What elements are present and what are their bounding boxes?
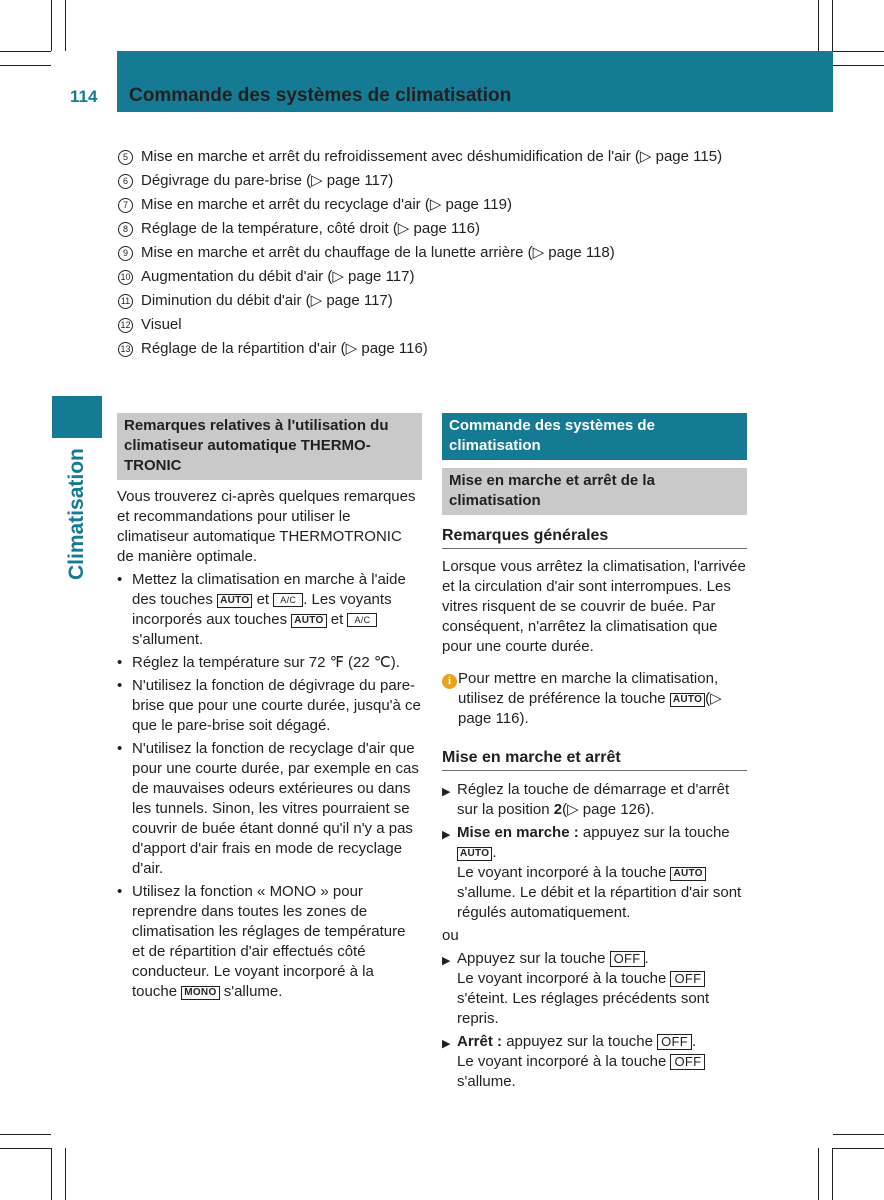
mono-key-icon: MONO — [181, 986, 219, 1000]
crop-mark — [818, 1148, 819, 1200]
page-number: 114 — [70, 87, 98, 106]
step-text: Le voyant incorporé à la touche — [457, 1053, 667, 1070]
legend-number: 6 — [118, 174, 133, 189]
legend-list — [117, 145, 757, 361]
step-item — [442, 1032, 747, 1092]
bullet-item — [117, 882, 422, 1002]
general-heading: Remarques générales — [442, 526, 747, 549]
crop-mark — [832, 0, 833, 51]
info-note — [442, 669, 747, 729]
step-text: Le voyant incorporé à la touche — [457, 864, 667, 881]
crop-mark — [833, 51, 884, 52]
auto-key-icon: AUTO — [670, 693, 705, 707]
crop-mark — [0, 1148, 51, 1149]
legend-text: Dégivrage du pare-brise (▷ page 117) — [141, 172, 394, 189]
legend-item — [117, 313, 757, 337]
step-text: Appuyez sur la touche — [457, 950, 606, 967]
bullet-item — [117, 739, 422, 879]
auto-key-icon: AUTO — [291, 614, 326, 628]
bullet-text: s'allume. — [223, 983, 283, 1000]
or-text: ou — [442, 927, 459, 944]
step-text: s'allume. Le débit et la répartition d'air sont régulés automatiquement. — [457, 884, 742, 921]
left-intro: Vous trouverez ci-après quelques remarques et recommandations pour utiliser le climatiseur automatique THERMOTRONIC de manière optimale. — [117, 488, 416, 565]
bullet-item — [117, 676, 422, 736]
legend-text: Mise en marche et arrêt du recyclage d'air (▷ page 119) — [141, 196, 512, 213]
step-text: (▷ page 126). — [562, 801, 655, 818]
step-text: . — [644, 950, 649, 967]
legend-item — [117, 337, 757, 361]
crop-mark — [51, 0, 52, 51]
left-heading: Remarques relatives à l'utilisation du climatiseur automatique THERMO-TRONIC — [117, 413, 422, 480]
legend-number: 8 — [118, 222, 133, 237]
crop-mark — [818, 0, 819, 51]
crop-mark — [51, 1148, 52, 1200]
step-text: Réglez la touche de démarrage et d'arrêt sur la position — [457, 781, 730, 818]
legend-text: Visuel — [141, 316, 182, 333]
note-text: (▷ page 116). — [458, 690, 722, 727]
position-value: 2 — [553, 801, 563, 818]
step-label: Arrêt : — [457, 1033, 503, 1050]
step-text: s'éteint. Les réglages précédents sont repris. — [457, 990, 710, 1027]
arrow-right-icon: ▶ — [442, 786, 451, 798]
bullet-text: Mettez la climatisation en marche à l'aide des touches — [132, 571, 406, 608]
step-text: . — [492, 844, 497, 861]
subsection-heading: Mise en marche et arrêt de la climatisation — [442, 468, 747, 515]
step-text: s'allume. — [457, 1073, 516, 1090]
bullet-text: et — [256, 591, 270, 608]
step-text: . — [692, 1033, 697, 1050]
bullet-item — [117, 570, 422, 650]
legend-item — [117, 265, 757, 289]
left-column — [117, 413, 422, 1002]
off-key-icon: OFF — [610, 951, 645, 967]
arrow-right-icon: ▶ — [442, 829, 451, 841]
bullet-text: N'utilisez la fonction de dégivrage du pare-brise que pour une courte durée, jusqu'à ce que le pare-brise soit dégagé. — [132, 677, 421, 734]
bullet-marker: • — [117, 740, 123, 757]
step-text: Le voyant incorporé à la touche — [457, 970, 667, 987]
onoff-heading: Mise en marche et arrêt — [442, 748, 747, 771]
auto-key-icon: AUTO — [217, 594, 252, 608]
bullet-text: N'utilisez la fonction de recyclage d'air que pour une courte durée, par exemple en cas de mauvaises odeurs extérieures ou dans les tunnels. Sinon, les vitres pourraient se couvrir de buée étant donné qu'il n'y a pas d'apport d'air frais en mode de recyclage d'air. — [132, 740, 419, 877]
legend-text: Réglage de la répartition d'air (▷ page 116) — [141, 340, 428, 357]
legend-number: 5 — [118, 150, 133, 165]
crop-mark — [65, 1148, 66, 1200]
legend-number: 7 — [118, 198, 133, 213]
step-item — [442, 780, 747, 820]
off-key-icon: OFF — [670, 1054, 705, 1070]
crop-mark — [0, 1134, 51, 1135]
legend-text: Réglage de la température, côté droit (▷ page 116) — [141, 220, 480, 237]
step-label: Mise en marche : — [457, 824, 579, 841]
step-text: appuyez sur la touche — [582, 824, 730, 841]
legend-item — [117, 241, 757, 265]
auto-key-icon: AUTO — [457, 847, 492, 861]
crop-mark — [833, 1134, 884, 1135]
legend-item — [117, 193, 757, 217]
bullet-marker: • — [117, 883, 123, 900]
legend-text: Diminution du débit d'air (▷ page 117) — [141, 292, 393, 309]
page-title: Commande des systèmes de climatisation — [129, 85, 512, 106]
crop-mark — [0, 65, 51, 66]
legend-number: 13 — [118, 342, 133, 357]
crop-mark — [0, 51, 51, 52]
legend-number: 11 — [118, 294, 133, 309]
step-item — [442, 949, 747, 1029]
ac-key-icon: A/C — [347, 613, 377, 627]
legend-item — [117, 289, 757, 313]
bullet-text: et — [330, 611, 344, 628]
legend-number: 12 — [118, 318, 133, 333]
arrow-right-icon: ▶ — [442, 1038, 451, 1050]
info-icon: i — [442, 674, 457, 689]
bullet-marker: • — [117, 677, 123, 694]
legend-text: Mise en marche et arrêt du refroidissement avec déshumidification de l'air (▷ page 115) — [141, 148, 723, 165]
bullet-text: Réglez la température sur 72 ℉ (22 ℃). — [132, 654, 400, 671]
bullet-text: s'allument. — [132, 631, 204, 648]
section-heading: Commande des systèmes de climatisation — [442, 413, 747, 460]
bullet-item — [117, 653, 422, 673]
off-key-icon: OFF — [657, 1034, 692, 1050]
bullet-marker: • — [117, 571, 123, 588]
arrow-right-icon: ▶ — [442, 955, 451, 967]
crop-mark — [832, 1148, 833, 1200]
legend-text: Augmentation du débit d'air (▷ page 117) — [141, 268, 415, 285]
bullet-text: . Les voyants incorporés aux touches — [132, 591, 392, 628]
note-text: Pour mettre en marche la climatisation, utilisez de préférence la touche — [458, 670, 719, 707]
step-text: appuyez sur la touche — [506, 1033, 653, 1050]
crop-mark — [833, 65, 884, 66]
crop-mark — [833, 1148, 884, 1149]
legend-number: 9 — [118, 246, 133, 261]
legend-item — [117, 217, 757, 241]
bullet-marker: • — [117, 654, 123, 671]
side-tab-label: Climatisation — [65, 448, 88, 580]
off-key-icon: OFF — [670, 971, 705, 987]
bullet-text: Utilisez la fonction « MONO » pour reprendre dans toutes les zones de climatisation les réglages de température et de répartition d'air effectués côté conducteur. Le voyant incorporé à la touche — [132, 883, 406, 1000]
general-text: Lorsque vous arrêtez la climatisation, l'arrivée et la circulation d'air sont interrompues. Les vitres risquent de se couvrir de buée. Par conséquent, n'arrêtez la climatisation que pour une courte durée. — [442, 558, 746, 655]
ac-key-icon: A/C — [273, 593, 303, 607]
legend-text: Mise en marche et arrêt du chauffage de la lunette arrière (▷ page 118) — [141, 244, 615, 261]
legend-item — [117, 169, 757, 193]
legend-number: 10 — [118, 270, 133, 285]
auto-key-icon: AUTO — [670, 867, 705, 881]
legend-item — [117, 145, 757, 169]
crop-mark — [65, 0, 66, 51]
step-item — [442, 823, 747, 923]
right-column — [442, 413, 747, 1092]
